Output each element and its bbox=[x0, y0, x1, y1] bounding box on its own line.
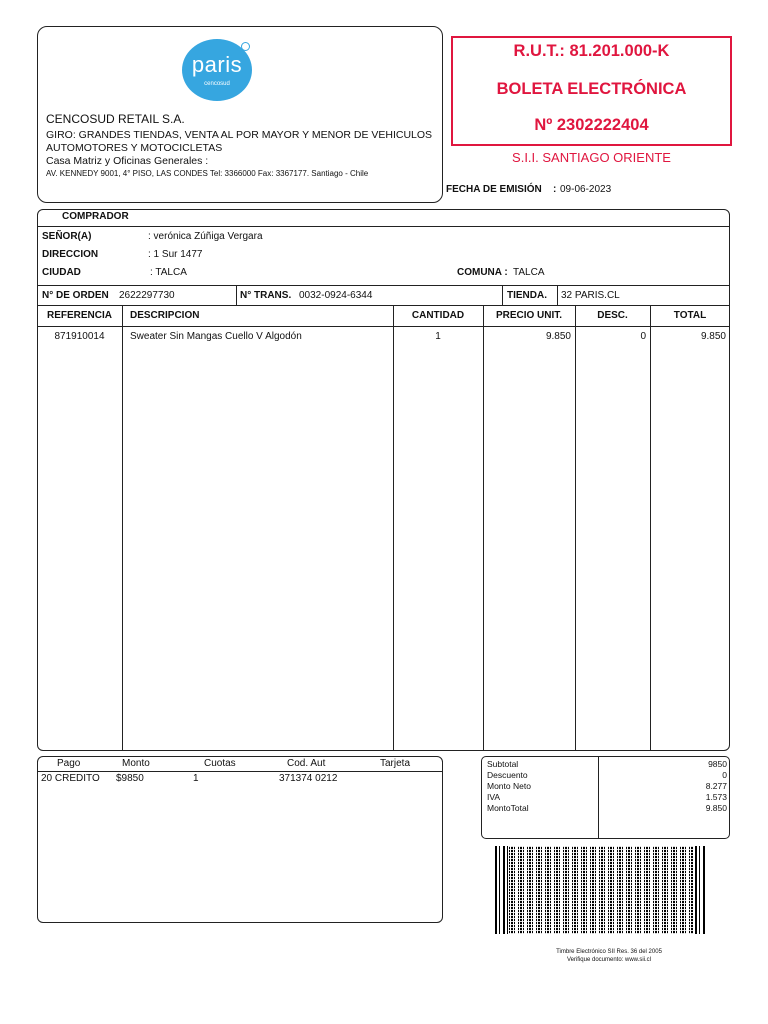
divider bbox=[122, 305, 123, 751]
pay-header-pago: Pago bbox=[57, 758, 81, 769]
total-value-subtotal: 9850 bbox=[708, 759, 727, 769]
company-address: AV. KENNEDY 9001, 4° PISO, LAS CONDES Tel: 3366000 Fax: 3367177. Santiago - Chile bbox=[46, 169, 369, 178]
comuna-label: COMUNA : bbox=[457, 267, 508, 278]
fecha-sep: : bbox=[553, 184, 557, 195]
trans-value: 0032-0924-6344 bbox=[299, 290, 373, 301]
tienda-label: TIENDA. bbox=[507, 290, 547, 301]
logo-dot bbox=[241, 42, 250, 51]
item-disc: 0 bbox=[640, 331, 646, 342]
company-casa-matriz: Casa Matriz y Oficinas Generales : bbox=[46, 155, 209, 167]
ciudad-label: CIUDAD bbox=[42, 267, 81, 278]
timbre-line-1: Timbre Electrónico SII Res. 36 del 2005 bbox=[556, 949, 662, 955]
document-number: Nº 2302222404 bbox=[534, 116, 649, 134]
comuna-value: TALCA bbox=[513, 267, 545, 278]
pay-monto: $9850 bbox=[116, 773, 144, 784]
col-header-desc: DESC. bbox=[597, 310, 628, 321]
total-label-descuento: Descuento bbox=[487, 770, 528, 780]
divider bbox=[598, 756, 599, 839]
company-name: CENCOSUD RETAIL S.A. bbox=[46, 112, 185, 126]
logo-sub: cencosud bbox=[204, 81, 230, 87]
timbre-barcode bbox=[495, 846, 707, 934]
divider bbox=[393, 305, 394, 751]
ciudad-value: : TALCA bbox=[150, 267, 187, 278]
divider bbox=[37, 771, 443, 772]
divider bbox=[575, 305, 576, 751]
divider bbox=[37, 326, 730, 327]
item-qty: 1 bbox=[435, 331, 441, 342]
col-header-total: TOTAL bbox=[673, 310, 707, 321]
item-total: 9.850 bbox=[700, 331, 726, 342]
fecha-value: 09-06-2023 bbox=[560, 184, 612, 195]
tienda-value: 32 PARIS.CL bbox=[561, 290, 620, 301]
direccion-value: : 1 Sur 1477 bbox=[148, 249, 203, 260]
divider bbox=[236, 285, 237, 305]
fecha-label: FECHA DE EMISIÓN bbox=[446, 184, 542, 195]
rut-box bbox=[451, 36, 732, 146]
totals-box bbox=[481, 756, 730, 839]
total-value-descuento: 0 bbox=[722, 770, 727, 780]
sii-office: S.I.I. SANTIAGO ORIENTE bbox=[512, 150, 671, 165]
pay-cuotas: 1 bbox=[193, 773, 199, 784]
divider bbox=[650, 305, 651, 751]
total-label-iva: IVA bbox=[487, 792, 501, 802]
pay-cod: 371374 0212 bbox=[279, 773, 338, 784]
pay-header-cuotas: Cuotas bbox=[204, 758, 236, 769]
total-value-neto: 8.277 bbox=[705, 781, 727, 791]
pay-header-cod: Cod. Aut bbox=[287, 758, 326, 769]
divider bbox=[483, 305, 484, 751]
divider bbox=[37, 305, 730, 306]
divider bbox=[557, 285, 558, 305]
trans-label: N° TRANS. bbox=[240, 290, 292, 301]
divider bbox=[37, 226, 730, 227]
col-header-precio: PRECIO UNIT. bbox=[495, 310, 563, 321]
item-desc: Sweater Sin Mangas Cuello V Algodón bbox=[130, 331, 302, 342]
rut-number: R.U.T.: 81.201.000-K bbox=[513, 42, 670, 60]
pay-header-monto: Monto bbox=[122, 758, 150, 769]
direccion-label: DIRECCION bbox=[42, 249, 99, 260]
col-header-referencia: REFERENCIA bbox=[46, 310, 112, 321]
total-value-iva: 1.573 bbox=[705, 792, 727, 802]
company-giro-1: GIRO: GRANDES TIENDAS, VENTA AL POR MAYOR Y MENOR DE VEHICULOS bbox=[46, 129, 433, 141]
senor-label: SEÑOR(A) bbox=[42, 231, 92, 242]
col-header-descripcion: DESCRIPCION bbox=[130, 310, 200, 321]
logo-word: paris bbox=[191, 52, 243, 77]
pay-header-tarjeta: Tarjeta bbox=[380, 758, 411, 769]
document-type: BOLETA ELECTRÓNICA bbox=[496, 80, 687, 98]
divider bbox=[502, 285, 503, 305]
total-label-montototal: MontoTotal bbox=[487, 803, 529, 813]
company-giro-2: AUTOMOTORES Y MOTOCICLETAS bbox=[46, 142, 223, 154]
total-label-subtotal: Subtotal bbox=[487, 759, 519, 769]
orden-value: 2622297730 bbox=[119, 290, 175, 301]
senor-value: : verónica Zúñiga Vergara bbox=[148, 231, 263, 242]
item-ref: 871910014 bbox=[54, 331, 105, 342]
total-value-montototal: 9.850 bbox=[705, 803, 727, 813]
orden-label: N° DE ORDEN bbox=[42, 290, 109, 301]
paris-logo bbox=[182, 39, 252, 101]
pay-pago: 20 CREDITO bbox=[41, 773, 100, 784]
divider bbox=[37, 285, 730, 286]
buyer-heading: COMPRADOR bbox=[62, 211, 129, 222]
timbre-line-2: Verifique documento: www.sii.cl bbox=[566, 957, 652, 963]
total-label-neto: Monto Neto bbox=[487, 781, 531, 791]
col-header-cantidad: CANTIDAD bbox=[411, 310, 465, 321]
timbre-pattern bbox=[509, 846, 693, 934]
item-price: 9.850 bbox=[545, 331, 571, 342]
